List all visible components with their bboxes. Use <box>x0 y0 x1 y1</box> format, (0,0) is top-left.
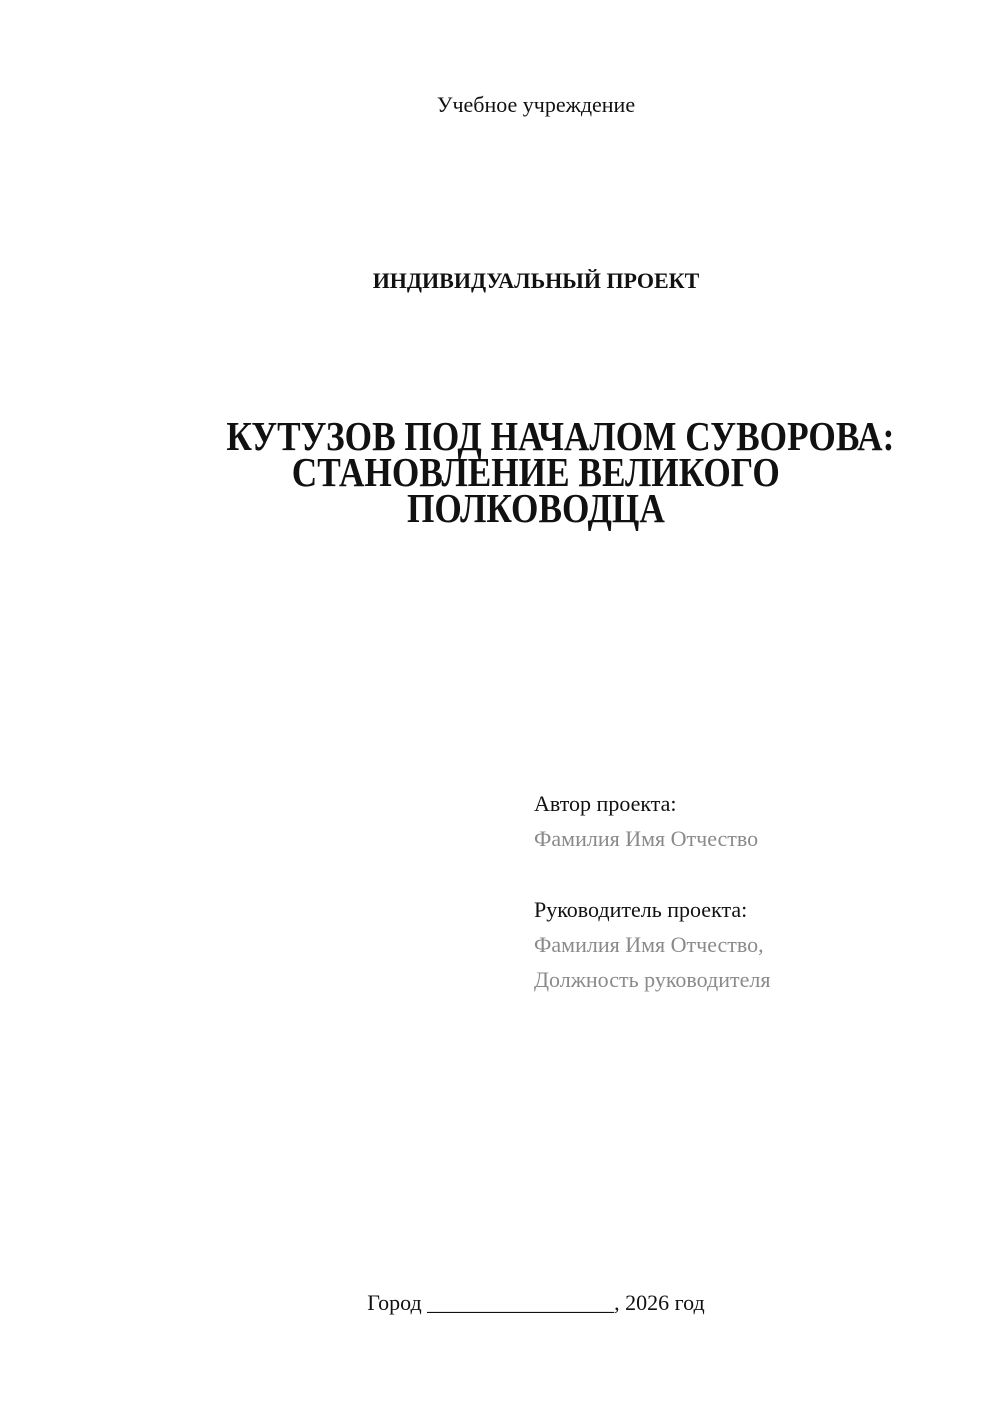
city-year: Город _________________, 2026 год <box>367 1290 705 1315</box>
supervisor-name: Фамилия Имя Отчество, <box>534 932 764 957</box>
author-name: Фамилия Имя Отчество <box>534 826 759 851</box>
project-title <box>172 413 900 531</box>
institution: Учебное учреждение <box>436 92 636 117</box>
title-line: СТАНОВЛЕНИЕ ВЕЛИКОГО <box>291 449 781 495</box>
supervisor-position: Должность руководителя <box>534 967 771 992</box>
supervisor-block <box>534 892 770 997</box>
title-line: ПОЛКОВОДЦА <box>407 485 665 531</box>
supervisor-label: Руководитель проекта: <box>534 897 748 922</box>
title-line: КУТУЗОВ ПОД НАЧАЛОМ СУВОРОВА: <box>226 413 895 459</box>
author-label: Автор проекта: <box>534 791 677 816</box>
project-kind: ИНДИВИДУАЛЬНЫЙ ПРОЕКТ <box>372 268 700 293</box>
author-block <box>534 786 758 856</box>
